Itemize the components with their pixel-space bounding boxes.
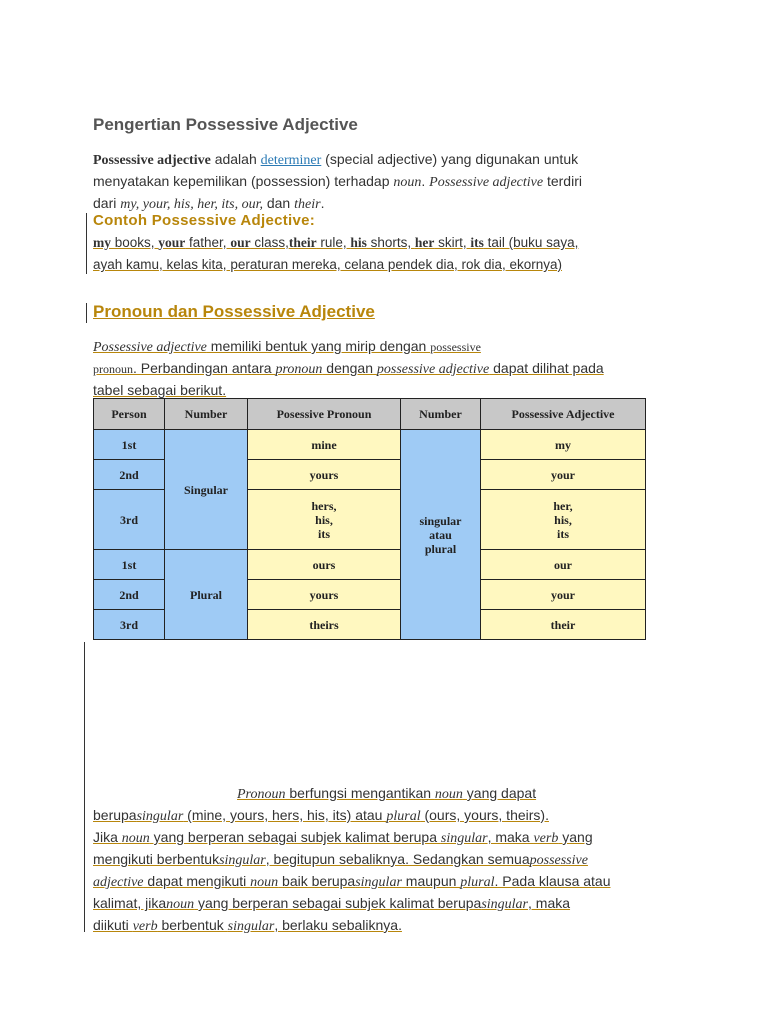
- section-line-2: pronoun. Perbandingan antara pronoun dengan possessive adjective dapat dilihat pada: [93, 360, 604, 377]
- revision-bar: [86, 213, 87, 274]
- adjective-cell: our: [481, 550, 646, 580]
- section-line-1: Possessive adjective memiliki bentuk yang mirip dengan possessive: [93, 338, 481, 355]
- person-cell: 3rd: [94, 490, 165, 550]
- table-row: [94, 550, 646, 580]
- adjective-cell: my: [481, 430, 646, 460]
- pronoun-cell: mine: [248, 430, 401, 460]
- person-cell: 3rd: [94, 610, 165, 640]
- determiner-link[interactable]: determiner: [260, 153, 322, 168]
- section-heading: Pronoun dan Possessive Adjective: [93, 302, 375, 321]
- table-row: [94, 430, 646, 460]
- intro-line-2: menyatakan kepemilikan (possession) terhadap noun. Possessive adjective terdiri: [93, 173, 582, 190]
- person-cell: 2nd: [94, 460, 165, 490]
- person-cell: 2nd: [94, 580, 165, 610]
- person-cell: 1st: [94, 550, 165, 580]
- example-heading: Contoh Possessive Adjective:: [93, 212, 316, 229]
- bottom-line-3: Jika noun yang berperan sebagai subjek kalimat berupa singular, maka verb yang: [93, 829, 593, 846]
- revision-bar: [86, 303, 87, 323]
- section-line-3: tabel sebagai berikut.: [93, 382, 227, 398]
- example-line-1: my books, your father, our class,their rule, his shorts, her skirt, its tail (buku saya,: [93, 235, 579, 250]
- both-number-cell: singular atau plural: [401, 430, 481, 640]
- bottom-line-6: kalimat, jikanoun yang berperan sebagai subjek kalimat berupasingular, maka: [93, 895, 571, 912]
- pronoun-cell: theirs: [248, 610, 401, 640]
- bottom-line-2: berupasingular (mine, yours, hers, his, its) atau plural (ours, yours, theirs).: [93, 807, 549, 824]
- adjective-cell: their: [481, 610, 646, 640]
- example-line-2: ayah kamu, kelas kita, peraturan mereka, celana pendek dia, rok dia, ekornya): [93, 257, 563, 272]
- header-number: Number: [165, 399, 248, 430]
- adjective-cell: your: [481, 460, 646, 490]
- header-person: Person: [94, 399, 165, 430]
- table-header-row: [94, 399, 646, 430]
- possessive-table: [93, 398, 646, 640]
- adjective-cell: her, his, its: [481, 490, 646, 550]
- pronoun-cell: hers, his, its: [248, 490, 401, 550]
- adjective-cell: your: [481, 580, 646, 610]
- intro-term: Possessive adjective: [93, 153, 211, 168]
- person-cell: 1st: [94, 430, 165, 460]
- header-number-2: Number: [401, 399, 481, 430]
- plural-cell: Plural: [165, 550, 248, 640]
- intro-line-3: dari my, your, his, her, its, our, dan their.: [93, 195, 325, 212]
- singular-cell: Singular: [165, 430, 248, 550]
- page-title: Pengertian Possessive Adjective: [93, 115, 358, 134]
- pronoun-cell: yours: [248, 580, 401, 610]
- bottom-line-5: adjective dapat mengikuti noun baik berupasingular maupun plural. Pada klausa atau: [93, 873, 611, 890]
- header-pronoun: Posessive Pronoun: [248, 399, 401, 430]
- revision-bar: [84, 642, 85, 932]
- header-adjective: Possessive Adjective: [481, 399, 646, 430]
- pronoun-cell: ours: [248, 550, 401, 580]
- bottom-line-4: mengikuti berbentuksingular, begitupun sebaliknya. Sedangkan semuapossessive: [93, 851, 588, 868]
- intro-line-1: Possessive adjective adalah determiner (special adjective) yang digunakan untuk: [93, 151, 579, 168]
- bottom-line-1: Pronoun berfungsi mengantikan noun yang dapat: [237, 785, 537, 802]
- pronoun-cell: yours: [248, 460, 401, 490]
- bottom-line-7: diikuti verb berbentuk singular, berlaku sebaliknya.: [93, 917, 402, 934]
